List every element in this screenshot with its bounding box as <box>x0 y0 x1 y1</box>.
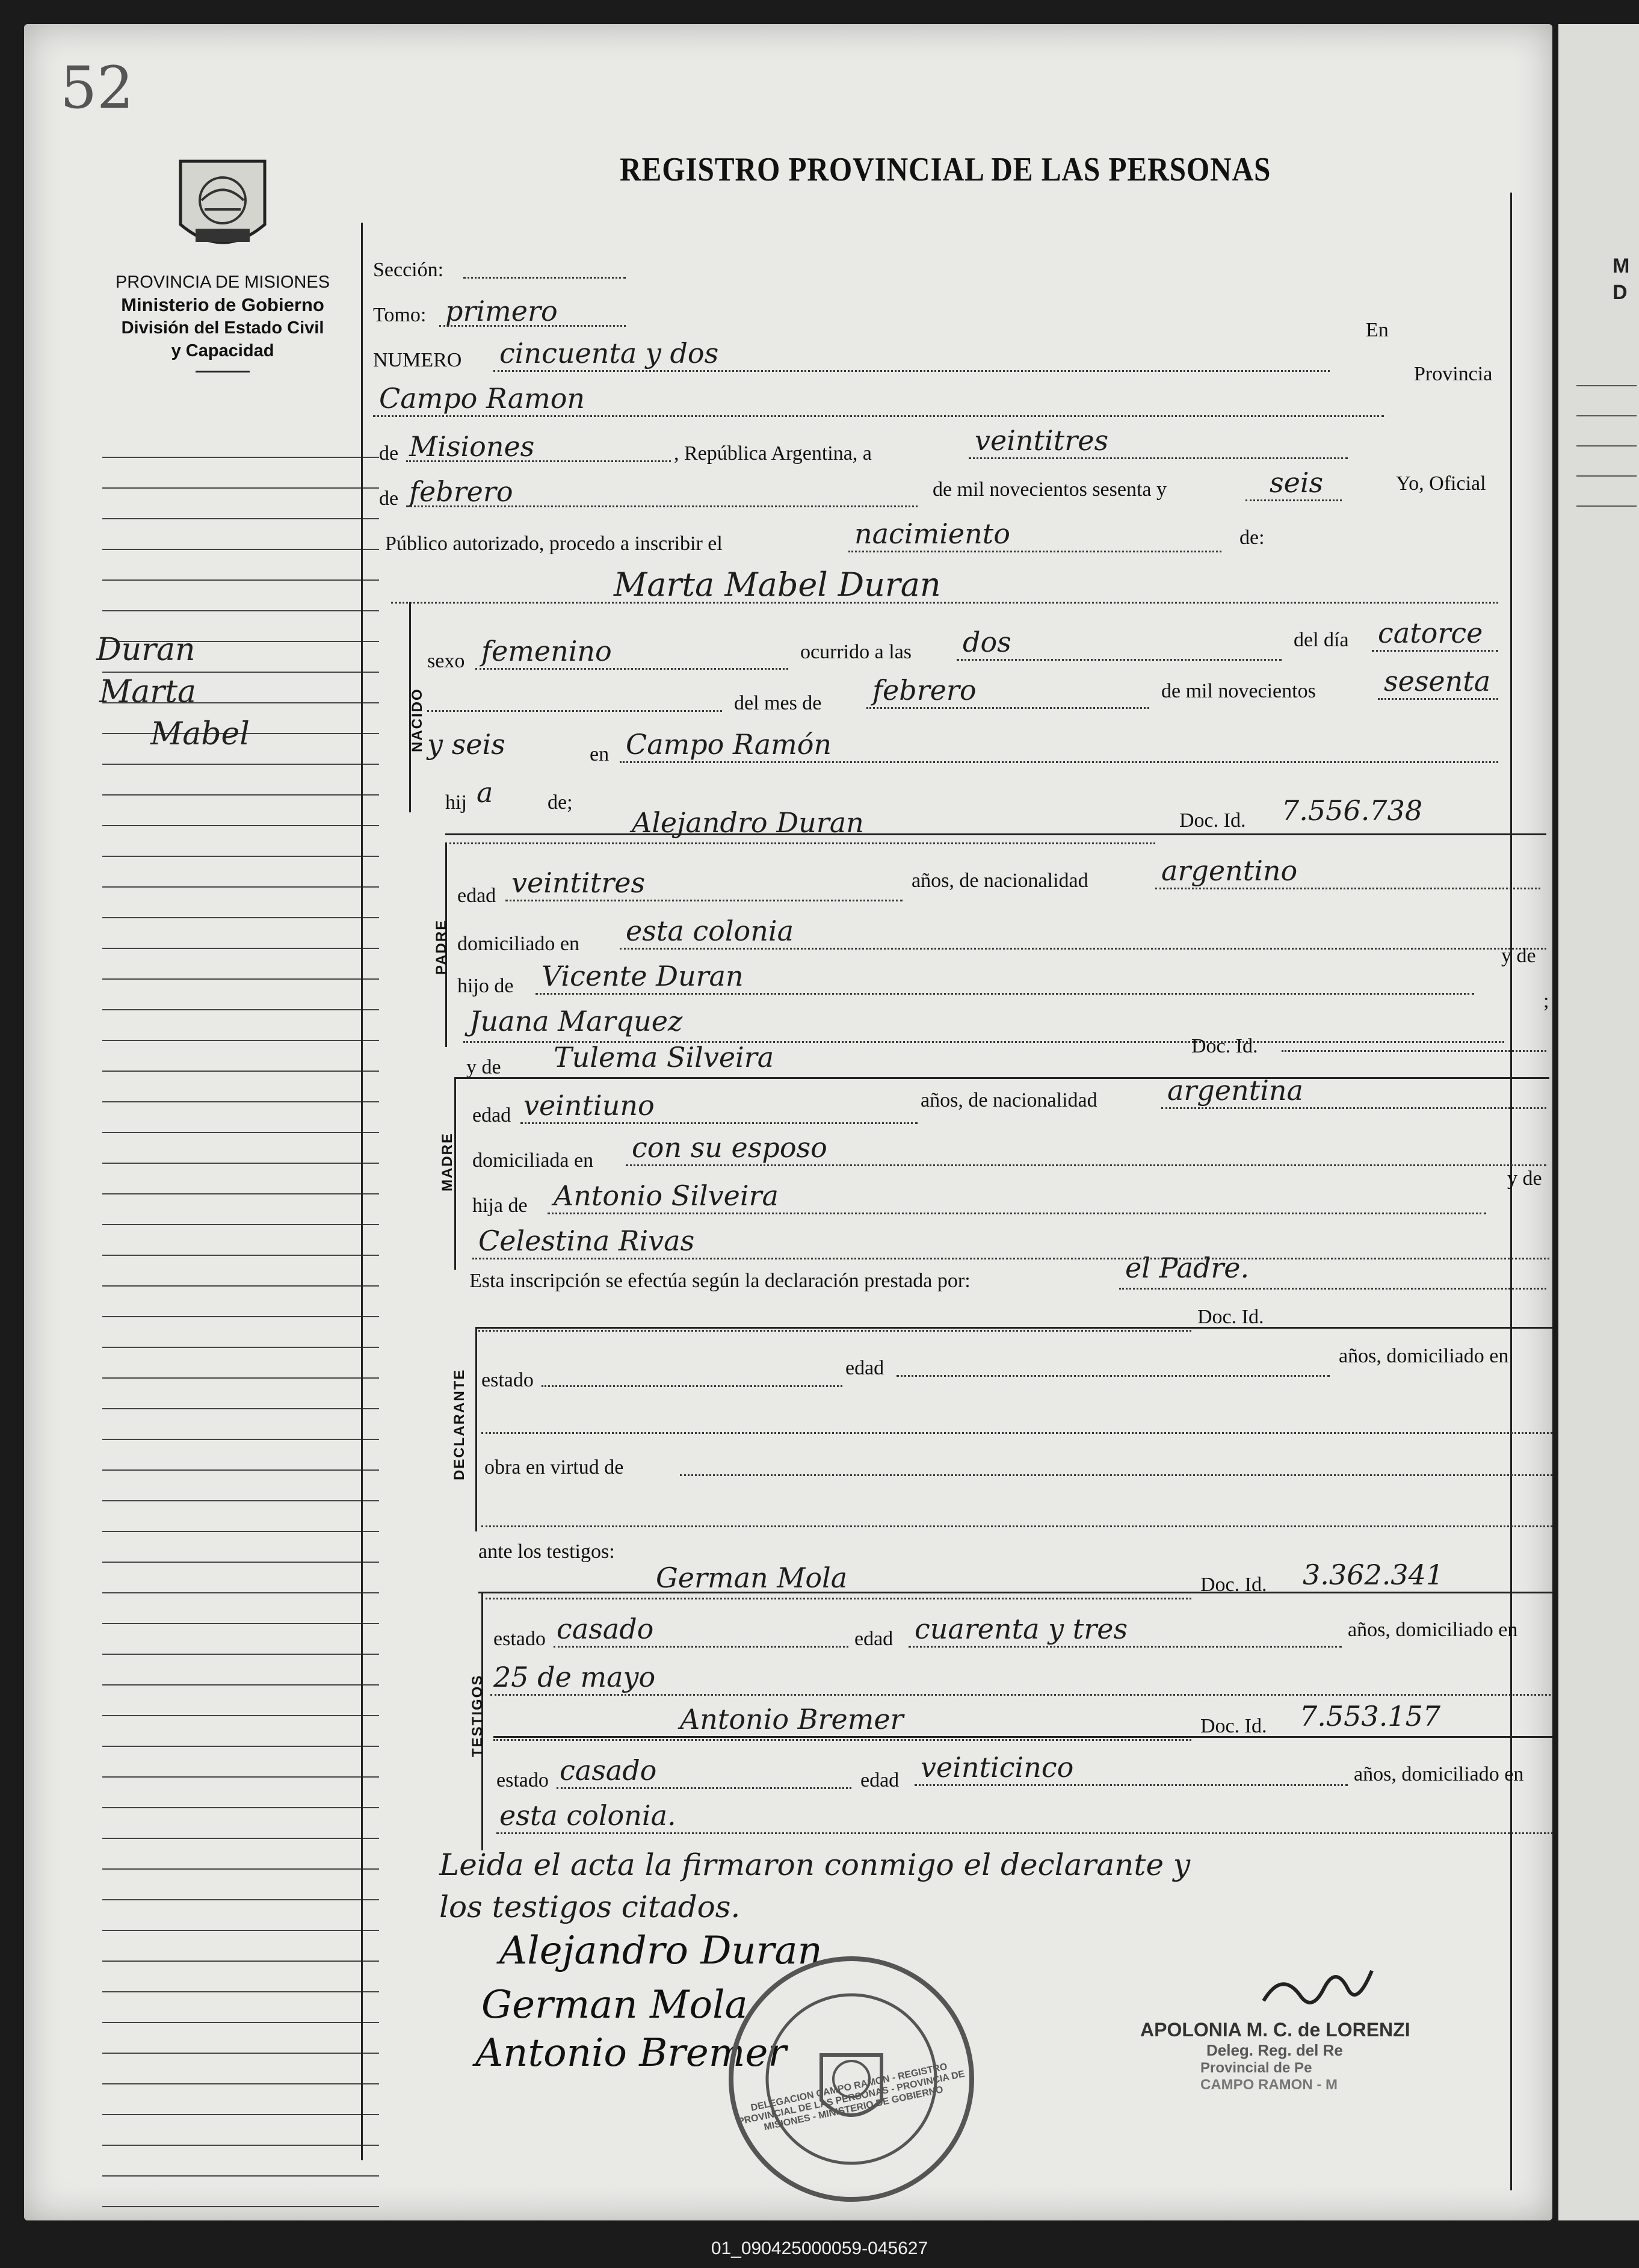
seccion-label: Sección: <box>373 259 444 281</box>
de-label: de <box>379 442 399 465</box>
nombre-value: Marta Mabel Duran <box>614 566 941 604</box>
padre-nombre-field <box>445 842 1155 844</box>
declarante-dom-field <box>481 1432 1552 1434</box>
dia-value: veintitres <box>975 424 1109 457</box>
declarante-doc-label: Doc. Id. <box>1197 1306 1264 1328</box>
numero-field <box>493 370 1330 372</box>
madre-edad-field <box>520 1122 918 1124</box>
madre-domiciliada-label: domiciliada en <box>472 1149 594 1172</box>
testigo2-estado-label: estado <box>496 1769 549 1791</box>
testigo2-dom-value: esta colonia. <box>499 1799 676 1832</box>
declarante-edad-field <box>897 1375 1330 1377</box>
testigo1-nombre-value: German Mola <box>656 1562 848 1594</box>
testigo1-edad-field <box>909 1646 1342 1648</box>
padre-nombre-value: Alejandro Duran <box>632 806 864 839</box>
en-label: En <box>1366 319 1389 341</box>
obra-label: obra en virtud de <box>484 1456 624 1479</box>
en-lc-label: en <box>590 743 610 765</box>
testigo1-nombre-field <box>481 1598 1191 1599</box>
testigo1-estado-label: estado <box>493 1628 546 1650</box>
obra-field <box>680 1474 1552 1476</box>
official-signature-icon <box>1258 1959 1378 2025</box>
signature-testigo-2: Antonio Bremer <box>475 2031 786 2075</box>
madre-nac-field <box>1161 1107 1546 1109</box>
numero-value: cincuenta y dos <box>499 337 719 369</box>
margin-surname: Duran <box>96 632 196 668</box>
testigo1-edad-value: cuarenta y tres <box>915 1613 1128 1645</box>
declarante-bracket <box>475 1327 477 1531</box>
anio-value: seis <box>1270 466 1324 499</box>
testigos-label: ante los testigos: <box>478 1540 615 1563</box>
padre-doc-value: 7.556.738 <box>1282 794 1423 827</box>
sexo-value: femenino <box>481 635 612 667</box>
document-title: REGISTRO PROVINCIAL DE LAS PERSONAS <box>620 151 1271 188</box>
madre-hija-de-field <box>548 1213 1486 1214</box>
testigo2-edad-field <box>915 1784 1348 1786</box>
agency-header <box>72 271 373 372</box>
numero-label: NUMERO <box>373 349 462 371</box>
anio-nac-field <box>1378 698 1498 700</box>
padre-edad-value: veintitres <box>511 867 646 899</box>
hij-de-label: de; <box>548 791 573 814</box>
padre-hijo-de-value: Vicente Duran <box>542 960 744 992</box>
madre-hija-de-label: hija de <box>472 1194 528 1217</box>
padre-edad-field <box>505 900 903 901</box>
declarante-anos-dom-label: años, domiciliado en <box>1339 1345 1509 1367</box>
hij-label: hij <box>445 791 467 814</box>
official-stamp <box>1140 2019 1410 2093</box>
madre-doc-field <box>1282 1050 1546 1052</box>
image-id-caption: 01_090425000059-045627 <box>711 2239 928 2258</box>
stamp-line-1: APOLONIA M. C. de LORENZI <box>1140 2019 1410 2041</box>
testigo2-estado-value: casado <box>560 1754 657 1787</box>
margin-first-name: Marta <box>99 674 197 710</box>
testigo2-top-rule <box>493 1736 1552 1738</box>
testigo2-doc-label: Doc. Id. <box>1200 1715 1267 1737</box>
facing-page-text: M D <box>1613 255 1630 304</box>
province-seal-icon <box>174 155 271 261</box>
dia-nac-value: catorce <box>1378 617 1483 649</box>
lugar-nac-value: Campo Ramón <box>626 728 832 761</box>
hora-field <box>957 659 1282 661</box>
madre-nac-value: argentina <box>1167 1074 1303 1107</box>
sexo-label: sexo <box>427 650 465 672</box>
closing-line-1: Leida el acta la firmaron conmigo el declarante y <box>439 1847 1191 1882</box>
madre-anos-nac-label: años, de nacionalidad <box>921 1089 1097 1111</box>
provincia-field <box>406 460 671 462</box>
signature-testigo-1: German Mola <box>481 1983 748 2027</box>
del-dia-label: del día <box>1294 629 1349 651</box>
padre-top-rule <box>445 833 1546 835</box>
del-mes-label: del mes de <box>734 692 822 714</box>
declarante-nombre-field <box>475 1330 1191 1332</box>
testigo2-doc-value: 7.553.157 <box>1300 1700 1441 1732</box>
madre-edad-label: edad <box>472 1104 511 1126</box>
madre-y-de-label: y de <box>466 1056 501 1078</box>
inscribir-value: nacimiento <box>854 518 1010 550</box>
tomo-label: Tomo: <box>373 304 427 326</box>
padre-section-label: PADRE <box>433 919 449 975</box>
testigo1-estado-value: casado <box>557 1613 654 1645</box>
provincia-label: Provincia <box>1414 363 1493 385</box>
ocurrido-label: ocurrido a las <box>800 641 912 663</box>
declarante-top-rule <box>475 1327 1552 1329</box>
padre-edad-label: edad <box>457 885 496 907</box>
mil-sesenta-label: de mil novecientos sesenta y <box>933 478 1167 501</box>
testigo1-edad-label: edad <box>854 1628 894 1650</box>
closing-line-2: los testigos citados. <box>439 1889 741 1924</box>
tomo-value: primero <box>445 295 558 327</box>
padre-y-de-label: y de <box>1501 945 1536 967</box>
stamp-line-2: Deleg. Reg. del Re <box>1206 2041 1343 2059</box>
divider <box>196 371 250 372</box>
declarante-section-label: DECLARANTE <box>451 1368 468 1480</box>
mes-value: febrero <box>409 475 513 508</box>
en-place-field <box>373 415 1384 417</box>
testigo1-anos-dom-label: años, domiciliado en <box>1348 1619 1518 1641</box>
yo-oficial-label: Yo, Oficial <box>1396 472 1486 495</box>
testigo1-doc-value: 3.362.341 <box>1303 1559 1444 1591</box>
facing-page-edge <box>1558 24 1639 2220</box>
signature-declarante: Alejandro Duran <box>499 1929 823 1973</box>
testigo1-dom-field <box>490 1694 1552 1696</box>
en-place-value: Campo Ramon <box>379 382 585 415</box>
padre-dom-field <box>620 948 1546 950</box>
mes-nac-field <box>866 707 1149 709</box>
seccion-field <box>463 277 626 279</box>
dia-field <box>969 457 1348 459</box>
de-label-2: de <box>379 487 399 510</box>
madre-section-label: MADRE <box>439 1132 455 1191</box>
madre-dom-value: con su esposo <box>632 1131 827 1164</box>
padre-hijo-de-field <box>536 993 1474 995</box>
anio-nac-value-2: y seis <box>427 728 505 761</box>
padre-domiciliado-label: domiciliado en <box>457 933 580 955</box>
inscribir-field <box>848 551 1221 552</box>
madre-top-rule <box>454 1077 1549 1079</box>
nombre-field <box>391 602 1498 604</box>
anio-field <box>1245 499 1342 501</box>
margin-second-name: Mabel <box>150 716 250 752</box>
stamp-line-4: CAMPO RAMON - M <box>1200 2077 1338 2093</box>
testigos-section-label: TESTIGOS <box>469 1674 486 1757</box>
provincia-value: Misiones <box>409 430 535 463</box>
agency-line-3: División del Estado Civil <box>121 318 324 338</box>
declarante-field <box>1119 1288 1546 1290</box>
padre-madre-value: Juana Marquez <box>469 1005 683 1037</box>
padre-anos-nac-label: años, de nacionalidad <box>912 870 1088 892</box>
dia-nac-field <box>1372 650 1498 652</box>
testigo2-edad-label: edad <box>860 1769 900 1791</box>
stamp-circle-text: DELEGACION CAMPO RAMON - REGISTRO PROVINCIAL DE LAS PERSONAS - PROVINCIA DE MISIONES - MINISTERIO DE GOBIERNO <box>736 2061 966 2133</box>
declarante-estado-label: estado <box>481 1369 534 1391</box>
mil-novecientos-label: de mil novecientos <box>1161 680 1316 702</box>
padre-dom-value: esta colonia <box>626 915 794 947</box>
agency-line-1: PROVINCIA DE MISIONES <box>115 273 330 292</box>
testigo2-dom-field <box>496 1832 1552 1834</box>
testigo1-doc-label: Doc. Id. <box>1200 1574 1267 1596</box>
document-page <box>24 24 1552 2220</box>
right-border <box>1510 193 1512 2190</box>
testigo2-nombre-field <box>493 1739 1191 1741</box>
madre-hija-de-value: Antonio Silveira <box>554 1179 779 1212</box>
hij-suffix-value: a <box>477 776 493 809</box>
declarante-estado-field <box>542 1385 842 1387</box>
margin-divider <box>361 223 363 2160</box>
anio-nac-value-1: sesenta <box>1384 665 1491 697</box>
obra-field-2 <box>481 1525 1552 1527</box>
tomo-field <box>439 325 626 327</box>
republica-label: , República Argentina, a <box>674 442 872 465</box>
madre-dom-field <box>626 1164 1546 1166</box>
declaracion-label: Esta inscripción se efectúa según la declaración prestada por: <box>469 1270 971 1292</box>
agency-line-2: Ministerio de Gobierno <box>121 294 324 315</box>
page-number: 52 <box>60 54 134 122</box>
testigo2-estado-field <box>557 1787 851 1789</box>
madre-madre-field <box>472 1258 1549 1259</box>
testigos-top-rule <box>478 1592 1552 1593</box>
pre-mes-field <box>427 710 722 712</box>
padre-semicolon: ; <box>1543 990 1549 1012</box>
madre-y-de-label-2: y de <box>1507 1167 1542 1190</box>
madre-madre-value: Celestina Rivas <box>478 1225 695 1257</box>
padre-nac-value: argentino <box>1161 854 1298 887</box>
mes-field <box>406 505 918 507</box>
publico-label: Público autorizado, procedo a inscribir el <box>385 533 723 555</box>
testigo1-estado-field <box>554 1646 848 1648</box>
testigo2-nombre-value: Antonio Bremer <box>680 1703 904 1735</box>
declarante-edad-label: edad <box>845 1357 884 1379</box>
lugar-nac-field <box>620 761 1498 763</box>
padre-hijo-de-label: hijo de <box>457 975 514 997</box>
nacido-section-label: NACIDO <box>409 688 425 752</box>
hora-value: dos <box>963 626 1011 658</box>
madre-nombre-value: Tulema Silveira <box>554 1041 774 1074</box>
padre-doc-label: Doc. Id. <box>1179 809 1246 832</box>
testigo2-edad-value: veinticinco <box>921 1751 1074 1784</box>
testigo1-dom-value: 25 de mayo <box>493 1661 656 1693</box>
sexo-field <box>475 668 788 670</box>
stamp-line-3: Provincial de Pe <box>1200 2060 1312 2076</box>
de-colon-label: de: <box>1239 527 1265 549</box>
testigo2-anos-dom-label: años, domiciliado en <box>1354 1763 1524 1785</box>
madre-edad-value: veintiuno <box>523 1089 655 1122</box>
madre-doc-label: Doc. Id. <box>1191 1035 1258 1057</box>
mes-nac-value: febrero <box>872 674 977 706</box>
agency-line-4: y Capacidad <box>171 341 274 360</box>
padre-nac-field <box>1155 888 1540 889</box>
declarante-value: el Padre. <box>1125 1252 1250 1284</box>
